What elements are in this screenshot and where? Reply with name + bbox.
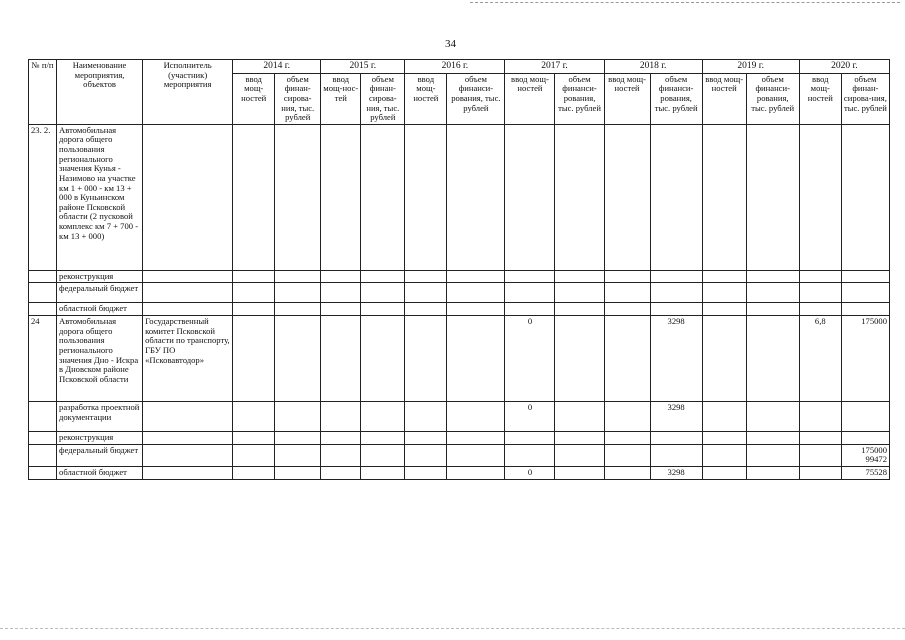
table-cell: [361, 432, 405, 445]
table-cell: [702, 270, 746, 283]
table-row: [29, 432, 890, 445]
table-cell: [746, 283, 799, 303]
table-cell: [405, 402, 447, 432]
table-cell: [604, 444, 650, 466]
row-executor: [143, 402, 233, 432]
table-cell: [233, 303, 275, 316]
table-cell: [447, 283, 505, 303]
table-cell: [405, 283, 447, 303]
table-cell: [841, 432, 889, 445]
table-cell: [604, 432, 650, 445]
table-cell: [275, 432, 321, 445]
table-cell: [555, 270, 604, 283]
row-executor: [143, 444, 233, 466]
table-cell: [604, 283, 650, 303]
table-cell: [555, 402, 604, 432]
header-executor: Исполнитель (участник) мероприятия: [143, 60, 233, 125]
table-cell: [361, 270, 405, 283]
table-cell: [555, 124, 604, 270]
table-cell: [799, 466, 841, 479]
header-funding: объем финанси-рования, тыс. рублей: [650, 73, 702, 124]
table-cell: [799, 124, 841, 270]
table-cell: [321, 124, 361, 270]
table-cell: 6,8: [799, 316, 841, 402]
row-number: [29, 303, 57, 316]
table-cell: [746, 316, 799, 402]
table-cell: [604, 316, 650, 402]
table-cell: [321, 283, 361, 303]
table-cell: [505, 303, 555, 316]
table-cell: [361, 303, 405, 316]
table-cell: [361, 124, 405, 270]
row-executor: [143, 432, 233, 445]
table-cell: [746, 444, 799, 466]
table-cell: [233, 283, 275, 303]
table-cell: [275, 444, 321, 466]
table-cell: [321, 402, 361, 432]
table-cell: [702, 432, 746, 445]
row-executor: [143, 466, 233, 479]
table-cell: [447, 124, 505, 270]
table-cell: [555, 432, 604, 445]
table-cell: [555, 316, 604, 402]
header-capacity: ввод мощ-ностей: [604, 73, 650, 124]
scan-artifact-top: [470, 2, 900, 4]
row-name: реконструкция: [57, 432, 143, 445]
header-year: 2017 г.: [505, 60, 604, 74]
table-cell: [702, 283, 746, 303]
row-number: [29, 466, 57, 479]
header-year: 2020 г.: [799, 60, 889, 74]
table-cell: [505, 124, 555, 270]
table-cell: [841, 402, 889, 432]
table-cell: 0: [505, 316, 555, 402]
table-cell: [702, 444, 746, 466]
table-cell: 75528: [841, 466, 889, 479]
table-cell: [405, 466, 447, 479]
table-cell: [405, 432, 447, 445]
table-cell: [799, 283, 841, 303]
table-cell: [746, 402, 799, 432]
table-cell: [405, 303, 447, 316]
table-row: [29, 283, 890, 303]
row-number: [29, 283, 57, 303]
table-cell: [447, 270, 505, 283]
header-name: Наименование мероприятия, объектов: [57, 60, 143, 125]
table-cell: 3298: [650, 316, 702, 402]
row-number: 23. 2.: [29, 124, 57, 270]
row-number: [29, 270, 57, 283]
header-year: 2014 г.: [233, 60, 321, 74]
header-capacity: ввод мощ-ностей: [505, 73, 555, 124]
header-funding: объем финанси-рования, тыс. рублей: [555, 73, 604, 124]
table-cell: [447, 466, 505, 479]
table-cell: [555, 303, 604, 316]
table-cell: [321, 466, 361, 479]
table-cell: [275, 316, 321, 402]
table-cell: [799, 402, 841, 432]
header-capacity: ввод мощ-ностей: [405, 73, 447, 124]
table-cell: [275, 303, 321, 316]
table-cell: [746, 124, 799, 270]
table-row: [29, 444, 890, 466]
table-cell: [505, 283, 555, 303]
table-cell: [650, 303, 702, 316]
table-cell: 0: [505, 402, 555, 432]
table-cell: [233, 124, 275, 270]
table-row: [29, 402, 890, 432]
table-cell: [746, 303, 799, 316]
table-cell: [505, 270, 555, 283]
row-name: областной бюджет: [57, 466, 143, 479]
table-cell: [405, 444, 447, 466]
table-cell: [275, 402, 321, 432]
header-year: 2016 г.: [405, 60, 505, 74]
table-cell: [604, 270, 650, 283]
table-cell: [746, 466, 799, 479]
table-cell: [650, 270, 702, 283]
table-cell: [555, 283, 604, 303]
table-cell: 3298: [650, 402, 702, 432]
table-cell: [746, 270, 799, 283]
page-number: 34: [445, 38, 456, 50]
header-num: № п/п: [29, 60, 57, 125]
table-cell: [650, 283, 702, 303]
row-name: федеральный бюджет: [57, 444, 143, 466]
table-cell: [361, 402, 405, 432]
table-cell: 175000: [841, 316, 889, 402]
header-funding: объем финанси-рования, тыс. рублей: [746, 73, 799, 124]
header-capacity: ввод мощ-нос-тей: [321, 73, 361, 124]
table-cell: [702, 303, 746, 316]
table-cell: [604, 466, 650, 479]
row-executor: Государственный комитет Псковской области по транспорту, ГБУ ПО «Псковавтодор»: [143, 316, 233, 402]
table-cell: [702, 316, 746, 402]
table-row: [29, 270, 890, 283]
table-cell: [275, 124, 321, 270]
table-cell: [233, 402, 275, 432]
table-cell: [233, 432, 275, 445]
table-cell: [841, 270, 889, 283]
table-cell: [799, 270, 841, 283]
row-number: [29, 402, 57, 432]
table-cell: [233, 466, 275, 479]
row-name: разработка проектной документации: [57, 402, 143, 432]
header-funding: объем финан-сирова-ния, тыс. рублей: [841, 73, 889, 124]
header-funding: объем финан-сирова-ния, тыс. рублей: [275, 73, 321, 124]
table-cell: [799, 303, 841, 316]
table-cell: [799, 444, 841, 466]
table-cell: [405, 124, 447, 270]
table-cell: [505, 444, 555, 466]
header-capacity: ввод мощ-ностей: [799, 73, 841, 124]
budget-table: [28, 59, 890, 480]
row-executor: [143, 303, 233, 316]
table-cell: 3298: [650, 466, 702, 479]
row-name: реконструкция: [57, 270, 143, 283]
table-cell: [321, 270, 361, 283]
table-cell: [604, 124, 650, 270]
table-cell: 175000 99472: [841, 444, 889, 466]
table-cell: [321, 432, 361, 445]
row-name: Автомобильная дорога общего пользования регионального значения Дно - Искра в Дновском районе Псковской области: [57, 316, 143, 402]
table-cell: [361, 466, 405, 479]
table-cell: [650, 444, 702, 466]
table-cell: [799, 432, 841, 445]
row-number: [29, 432, 57, 445]
table-cell: [447, 432, 505, 445]
header-capacity: ввод мощ-ностей: [702, 73, 746, 124]
table-row: [29, 316, 890, 402]
table-cell: [321, 444, 361, 466]
table-cell: [361, 444, 405, 466]
table-cell: [604, 303, 650, 316]
row-name: федеральный бюджет: [57, 283, 143, 303]
table-cell: [233, 270, 275, 283]
table-cell: [746, 432, 799, 445]
table-cell: [447, 316, 505, 402]
header-capacity: ввод мощ-ностей: [233, 73, 275, 124]
table-cell: [321, 303, 361, 316]
table-cell: [447, 303, 505, 316]
table-row: [29, 303, 890, 316]
row-executor: [143, 270, 233, 283]
row-name: областной бюджет: [57, 303, 143, 316]
row-executor: [143, 124, 233, 270]
table-cell: [405, 316, 447, 402]
table-cell: [702, 466, 746, 479]
table-cell: [405, 270, 447, 283]
header-funding: объем финанси-рования, тыс. рублей: [447, 73, 505, 124]
table-cell: [841, 283, 889, 303]
table-cell: [361, 283, 405, 303]
scan-artifact-bottom: [0, 628, 905, 630]
table-cell: [233, 316, 275, 402]
table-row: [29, 124, 890, 270]
table-cell: [447, 444, 505, 466]
header-year: 2018 г.: [604, 60, 702, 74]
table-cell: 0: [505, 466, 555, 479]
header-year: 2019 г.: [702, 60, 799, 74]
table-cell: [321, 316, 361, 402]
row-number: [29, 444, 57, 466]
row-name: Автомобильная дорога общего пользования регионального значения Кунья - Назимово на участке км 1 + 000 - км 13 + 000 в Куньинском районе Псковской области (2 пусковой комплекс км 7 + 700 - км 13 + 000): [57, 124, 143, 270]
row-number: 24: [29, 316, 57, 402]
table-cell: [233, 444, 275, 466]
table-cell: [841, 124, 889, 270]
table-cell: [841, 303, 889, 316]
table-cell: [275, 270, 321, 283]
table-cell: [604, 402, 650, 432]
table-cell: [275, 283, 321, 303]
table-cell: [275, 466, 321, 479]
table-row: [29, 466, 890, 479]
table-cell: [447, 402, 505, 432]
table-cell: [702, 124, 746, 270]
table-cell: [555, 466, 604, 479]
table-cell: [650, 124, 702, 270]
header-year: 2015 г.: [321, 60, 405, 74]
table-cell: [361, 316, 405, 402]
table-cell: [650, 432, 702, 445]
table-cell: [702, 402, 746, 432]
row-executor: [143, 283, 233, 303]
table-cell: [505, 432, 555, 445]
table-cell: [555, 444, 604, 466]
header-funding: объем финан-сирова-ния, тыс. рублей: [361, 73, 405, 124]
